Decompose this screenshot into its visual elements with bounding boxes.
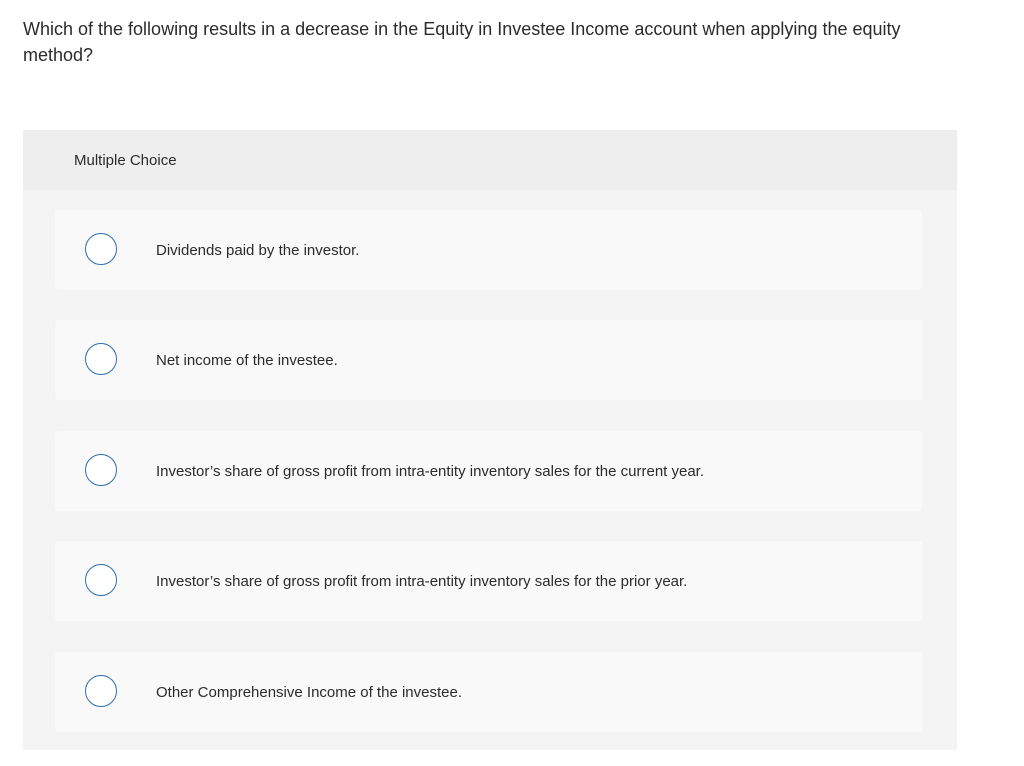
choice-option-3[interactable] bbox=[55, 431, 922, 511]
choice-label: Other Comprehensive Income of the investee. bbox=[156, 683, 462, 701]
choice-option-4[interactable] bbox=[55, 541, 922, 621]
multiple-choice-label: Multiple Choice bbox=[74, 151, 177, 169]
choice-label: Investor’s share of gross profit from intra-entity inventory sales for the current year. bbox=[156, 462, 705, 480]
choice-option-5[interactable] bbox=[55, 652, 922, 732]
radio-button-icon[interactable] bbox=[85, 233, 117, 265]
choice-option-2[interactable] bbox=[55, 320, 922, 400]
radio-button-icon[interactable] bbox=[85, 343, 117, 375]
choice-label: Investor’s share of gross profit from intra-entity inventory sales for the prior year. bbox=[156, 572, 688, 590]
choice-option-1[interactable] bbox=[55, 210, 922, 290]
question-text: Which of the following results in a decrease in the Equity in Investee Income account when applying the equity method? bbox=[23, 19, 901, 65]
multiple-choice-panel bbox=[23, 130, 957, 750]
choice-label: Net income of the investee. bbox=[156, 351, 338, 369]
multiple-choice-header bbox=[23, 130, 957, 190]
radio-button-icon[interactable] bbox=[85, 675, 117, 707]
choice-label: Dividends paid by the investor. bbox=[156, 241, 360, 259]
radio-button-icon[interactable] bbox=[85, 564, 117, 596]
radio-button-icon[interactable] bbox=[85, 454, 117, 486]
